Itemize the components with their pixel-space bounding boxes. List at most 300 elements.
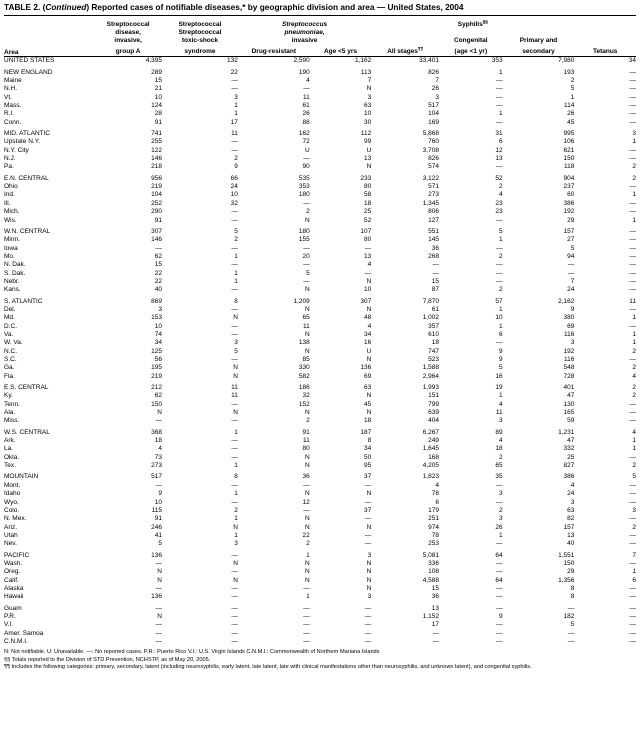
row-value: 13 (364, 252, 372, 260)
row-value: N (305, 453, 310, 461)
row-area-label: Va. (4, 330, 14, 338)
row-value: N (157, 612, 162, 620)
row-value: 69 (364, 372, 372, 380)
row-value: — (496, 269, 503, 277)
row-value: 3 (435, 93, 439, 101)
row-value: 1 (234, 462, 238, 470)
row-area-label: S. ATLANTIC (4, 297, 43, 305)
row-value: 1 (632, 437, 636, 445)
row-value: 65 (495, 462, 503, 470)
row-value: — (629, 400, 636, 408)
row-value: N (305, 515, 310, 523)
row-value: 7 (367, 77, 372, 84)
row-value: 517 (151, 473, 162, 481)
row-value: N (305, 490, 310, 498)
row-value: — (629, 110, 636, 118)
row-area-label: Mass. (4, 102, 22, 110)
row-value: — (496, 638, 503, 645)
row-value: 41 (154, 531, 162, 539)
row-value: 7 (570, 277, 575, 285)
row-value: 192 (563, 347, 575, 355)
row-value: N (233, 409, 238, 417)
row-value: — (231, 244, 238, 252)
row-value: 5 (158, 540, 162, 548)
table-row (4, 429, 636, 437)
table-row (4, 540, 636, 548)
col-tetanus: Tetanus (574, 45, 636, 57)
row-value: N (366, 523, 372, 531)
row-value: 36 (302, 473, 310, 481)
row-value: 307 (360, 297, 372, 305)
row-value: 145 (428, 236, 439, 244)
row-value: 233 (360, 174, 372, 182)
row-value: — (496, 102, 503, 110)
row-value: 1 (632, 216, 636, 224)
row-value: — (231, 445, 238, 453)
table-row (4, 593, 636, 601)
table-row (4, 515, 636, 523)
row-value: N (233, 576, 238, 584)
row-value: N (366, 163, 372, 171)
row-value: 35 (495, 473, 503, 481)
hdr-strep-tss-l1: Streptococcal (178, 21, 222, 29)
row-value: 8 (367, 437, 372, 445)
row-value: 2 (632, 163, 636, 171)
row-value: — (629, 286, 636, 294)
row-value: 255 (151, 138, 162, 146)
row-value: 62 (154, 392, 162, 400)
row-value: — (629, 629, 636, 637)
row-value: 3,708 (422, 146, 439, 154)
row-value: 85 (302, 356, 310, 363)
row-value: — (155, 244, 162, 252)
row-area-label: Mo. (4, 252, 15, 260)
table-row (4, 638, 636, 646)
row-area-label: N. Dak. (4, 261, 26, 269)
table-row (4, 482, 636, 490)
row-value: — (231, 604, 238, 612)
row-value: 1 (234, 490, 238, 498)
table-row (4, 138, 636, 146)
row-value: 62 (154, 252, 162, 260)
row-value: 4 (306, 77, 310, 84)
row-value: 11 (629, 297, 636, 305)
col-strep-tss: syndrome (162, 45, 238, 57)
row-value: — (303, 612, 310, 620)
row-value: 249 (428, 437, 439, 445)
row-value: — (231, 584, 238, 592)
table-row (4, 462, 636, 470)
row-value: — (231, 305, 238, 313)
row-value: 621 (563, 146, 575, 154)
row-value: 12 (495, 146, 503, 154)
row-value: 136 (360, 364, 372, 372)
row-value: N (305, 347, 310, 355)
row-value: 1 (234, 110, 238, 118)
row-value: 65 (302, 314, 310, 322)
row-value: — (567, 604, 575, 612)
table-row (4, 228, 636, 236)
row-value: U (366, 347, 372, 355)
row-value: 150 (563, 155, 575, 163)
row-value: — (303, 638, 310, 645)
row-area-label: Ind. (4, 191, 15, 199)
row-value: 40 (567, 540, 575, 548)
row-area-label: Okla. (4, 453, 20, 461)
row-value: 307 (151, 227, 162, 235)
row-value: — (231, 261, 238, 269)
row-value: — (303, 261, 310, 269)
row-value: 1 (570, 93, 575, 101)
row-value: 22 (230, 68, 238, 76)
row-value: 10 (364, 286, 372, 294)
row-value: 1,588 (422, 364, 439, 372)
row-value: 1 (234, 515, 238, 523)
row-value: — (155, 559, 162, 567)
row-value: 212 (151, 384, 162, 392)
row-value: 125 (151, 347, 162, 355)
row-value: 13 (567, 531, 575, 539)
row-value: 11 (231, 392, 238, 400)
row-value: — (496, 540, 503, 548)
row-value: 517 (428, 102, 439, 110)
row-value: 99 (364, 138, 372, 146)
row-value: 1 (632, 314, 636, 322)
row-value: — (496, 163, 503, 171)
row-value: 180 (298, 227, 310, 235)
row-value: — (231, 400, 238, 408)
row-value: — (303, 199, 310, 207)
row-area-label: W.S. CENTRAL (4, 428, 50, 436)
row-value: 23 (495, 199, 503, 207)
row-value: 94 (567, 252, 575, 260)
row-area-label: Colo. (4, 506, 20, 514)
row-value: 63 (567, 506, 575, 514)
table-row (4, 348, 636, 356)
row-value: 25 (567, 453, 575, 461)
row-value: 7 (632, 551, 636, 559)
row-value: 47 (567, 437, 575, 445)
row-value: — (364, 498, 372, 506)
row-value: 152 (298, 400, 310, 408)
row-value: 11 (302, 437, 310, 445)
row-value: 747 (428, 347, 439, 355)
row-value: 4 (498, 191, 503, 199)
row-value: 108 (428, 568, 439, 576)
row-value: — (303, 621, 310, 629)
table-row (4, 568, 636, 576)
row-value: 2 (234, 155, 238, 163)
table-row (4, 77, 636, 85)
row-value: 29 (567, 568, 575, 576)
row-value: 95 (364, 462, 372, 470)
row-value: N (305, 576, 310, 584)
row-area-label: Hawaii (4, 593, 24, 601)
row-value: 1 (234, 531, 238, 539)
row-value: 18 (364, 417, 372, 425)
table-row (4, 57, 636, 66)
row-value: 4 (498, 437, 503, 445)
row-value: N (366, 305, 372, 313)
row-value: 2 (234, 236, 238, 244)
hdr-spneu-l2: pneumoniae, (284, 29, 325, 37)
row-value: — (629, 68, 636, 76)
row-value: — (231, 498, 238, 506)
row-value: — (629, 515, 636, 523)
table-row (4, 261, 636, 269)
row-value: 9 (570, 305, 575, 313)
row-value: 5,081 (422, 551, 439, 559)
row-value: 5 (570, 244, 575, 252)
row-value: — (231, 77, 238, 84)
row-area-label: Del. (4, 305, 16, 313)
footnote-pilcrow: ¶¶ Includes the following categories: primary, secondary, latent (including neurosyphilis, early latent, late latent, late with clinical manifestations other than neurosyphilis, and unknown latent), and congenital syphilis. (4, 664, 532, 671)
row-value: — (303, 604, 310, 612)
row-value: — (496, 629, 503, 637)
row-value: 237 (563, 183, 575, 191)
row-value: — (567, 629, 575, 637)
row-area-label: E.N. CENTRAL (4, 174, 49, 182)
row-value: 18 (364, 199, 372, 207)
row-area-label: Tex. (4, 462, 16, 470)
row-value: N (305, 216, 310, 224)
hdr-primary-l1: Primary and (519, 37, 558, 45)
row-value: 50 (364, 453, 372, 461)
row-value: 10 (154, 498, 162, 506)
row-value: 25 (364, 208, 372, 216)
row-value: 187 (360, 428, 372, 436)
row-area-label: V.I. (4, 621, 14, 629)
row-value: 2 (632, 384, 636, 392)
row-value: — (629, 183, 636, 191)
row-value: 195 (151, 364, 162, 372)
row-value: — (231, 551, 238, 559)
footnote-abbrev: N: Not notifiable. U: Unavailable. —: No reported cases. P.R.: Puerto Rico V.I.: U.S. Virgin Islands C.N.M.I.: Commonwealth of Northern Mariana Islands (4, 649, 380, 656)
row-value: 34 (628, 57, 636, 65)
col-area: Area (4, 45, 94, 57)
row-value: 4 (632, 372, 636, 380)
row-value: 7,980 (558, 57, 575, 65)
col-strep-group-a: group A (94, 45, 162, 57)
row-value: 34 (154, 339, 162, 347)
row-value: — (231, 322, 238, 330)
row-value: 3 (158, 305, 162, 313)
row-value: 1 (632, 191, 636, 199)
row-value: 1 (306, 551, 310, 559)
row-area-label: Pa. (4, 163, 14, 171)
row-value: 353 (491, 57, 503, 65)
row-value: — (231, 138, 238, 146)
row-value: — (496, 118, 503, 126)
table-row (4, 445, 636, 453)
row-value: 5 (632, 473, 636, 481)
row-value: — (496, 498, 503, 506)
row-value: — (231, 330, 238, 338)
row-value: 760 (428, 138, 439, 146)
row-area-label: Oreg. (4, 568, 21, 576)
row-area-label: Guam (4, 604, 22, 612)
row-value: — (231, 216, 238, 224)
row-value: 4,588 (422, 576, 439, 584)
table-row (4, 585, 636, 593)
row-value: — (629, 498, 636, 506)
row-value: 13 (364, 155, 372, 163)
row-value: 74 (154, 330, 162, 338)
row-value: 11 (231, 130, 238, 138)
row-value: N (366, 576, 372, 584)
row-value: 192 (563, 208, 575, 216)
row-value: 574 (428, 163, 439, 171)
row-value: 1 (498, 531, 503, 539)
table-row (4, 183, 636, 191)
row-area-label: W.N. CENTRAL (4, 227, 51, 235)
row-value: 974 (428, 523, 439, 531)
row-value: 869 (151, 297, 162, 305)
row-value: 22 (154, 269, 162, 277)
row-value: 1,551 (558, 551, 575, 559)
table-row (4, 417, 636, 425)
row-value: 1,345 (422, 199, 439, 207)
row-value: 336 (428, 559, 439, 567)
row-value: 1 (632, 138, 636, 146)
row-value: 80 (364, 183, 372, 191)
row-value: 357 (428, 322, 439, 330)
table-row (4, 253, 636, 261)
row-value: 368 (151, 428, 162, 436)
row-value: — (629, 638, 636, 645)
row-value: 1 (632, 445, 636, 453)
table-row (4, 298, 636, 306)
row-area-label: E.S. CENTRAL (4, 384, 49, 392)
hdr-spneu-l1: Streptococcus (282, 21, 328, 29)
table-row (4, 236, 636, 244)
row-value: 5 (498, 227, 503, 235)
row-value: 1 (498, 68, 503, 76)
col-congenital: (age <1 yr) (439, 45, 503, 57)
table-row (4, 270, 636, 278)
row-value: N (305, 409, 310, 417)
row-value: 3 (367, 551, 372, 559)
row-value: 146 (151, 155, 162, 163)
table-row (4, 191, 636, 199)
row-value: 153 (151, 314, 162, 322)
row-value: — (155, 417, 162, 425)
row-value: 32 (230, 199, 238, 207)
row-value: N (305, 559, 310, 567)
row-value: — (629, 356, 636, 363)
row-value: 251 (428, 515, 439, 523)
row-value: 15 (431, 277, 439, 285)
table-row (4, 437, 636, 445)
row-value: N (366, 356, 372, 363)
row-area-label: Vt. (4, 93, 12, 101)
table-row (4, 155, 636, 163)
row-value: — (364, 515, 372, 523)
row-value: 290 (151, 208, 162, 216)
row-area-label: MID. ATLANTIC (4, 130, 51, 138)
row-value: 186 (298, 384, 310, 392)
row-value: N (366, 490, 372, 498)
hdr-strep-group-a-l2: disease, (115, 29, 141, 37)
row-value: 10 (154, 93, 162, 101)
table-body (4, 57, 636, 647)
table-row (4, 245, 636, 253)
row-value: N (305, 330, 310, 338)
row-area-label: Minn. (4, 236, 20, 244)
row-value: — (629, 305, 636, 313)
table-row (4, 605, 636, 613)
row-value: 45 (567, 118, 575, 126)
row-value: 24 (567, 490, 575, 498)
row-area-label: C.N.M.I. (4, 638, 28, 645)
row-area-label: Utah (4, 531, 18, 539)
row-area-label: S. Dak. (4, 269, 26, 277)
row-value: 45 (364, 400, 372, 408)
row-value: 37 (364, 473, 372, 481)
row-value: — (629, 481, 636, 489)
row-value: 47 (567, 392, 575, 400)
row-value: 799 (428, 400, 439, 408)
row-value: — (496, 339, 503, 347)
row-area-label: N.J. (4, 155, 16, 163)
row-value: 571 (428, 183, 439, 191)
row-value: 4 (367, 322, 372, 330)
row-value: 168 (428, 453, 439, 461)
row-value: 182 (563, 612, 575, 620)
row-value: 89 (495, 428, 503, 436)
row-value: 10 (154, 322, 162, 330)
table-row (4, 130, 636, 138)
table-row (4, 454, 636, 462)
row-value: 20 (302, 252, 310, 260)
row-value: — (629, 244, 636, 252)
row-area-label: Alaska (4, 584, 24, 592)
row-value: 16 (364, 339, 372, 347)
row-value: 58 (364, 191, 372, 199)
row-value: 4 (367, 261, 372, 269)
row-value: U (366, 146, 372, 154)
row-value: N (305, 305, 310, 313)
row-value: 2 (632, 364, 636, 372)
row-value: 1,002 (422, 314, 439, 322)
table-row (4, 384, 636, 392)
row-value: 69 (567, 322, 575, 330)
row-value: 33,401 (419, 57, 439, 65)
row-area-label: Upstate N.Y. (4, 138, 41, 146)
row-value: 64 (495, 551, 503, 559)
row-value: — (496, 93, 503, 101)
row-value: N (233, 372, 238, 380)
table-title (4, 2, 636, 13)
row-value: 353 (298, 183, 310, 191)
row-area-label: W. Va. (4, 339, 23, 347)
row-value: 582 (298, 372, 310, 380)
row-value: 2 (306, 417, 310, 425)
row-value: — (231, 629, 238, 637)
row-value: 82 (567, 515, 575, 523)
row-area-label: Wash. (4, 559, 23, 567)
row-value: — (629, 199, 636, 207)
row-value: 8 (234, 297, 238, 305)
row-value: 1 (234, 277, 238, 285)
row-value: 30 (364, 118, 372, 126)
row-value: — (496, 85, 503, 93)
row-value: 36 (431, 244, 439, 252)
row-value: — (629, 490, 636, 498)
row-value: — (231, 437, 238, 445)
row-value: 162 (298, 130, 310, 138)
row-value: 826 (428, 155, 439, 163)
